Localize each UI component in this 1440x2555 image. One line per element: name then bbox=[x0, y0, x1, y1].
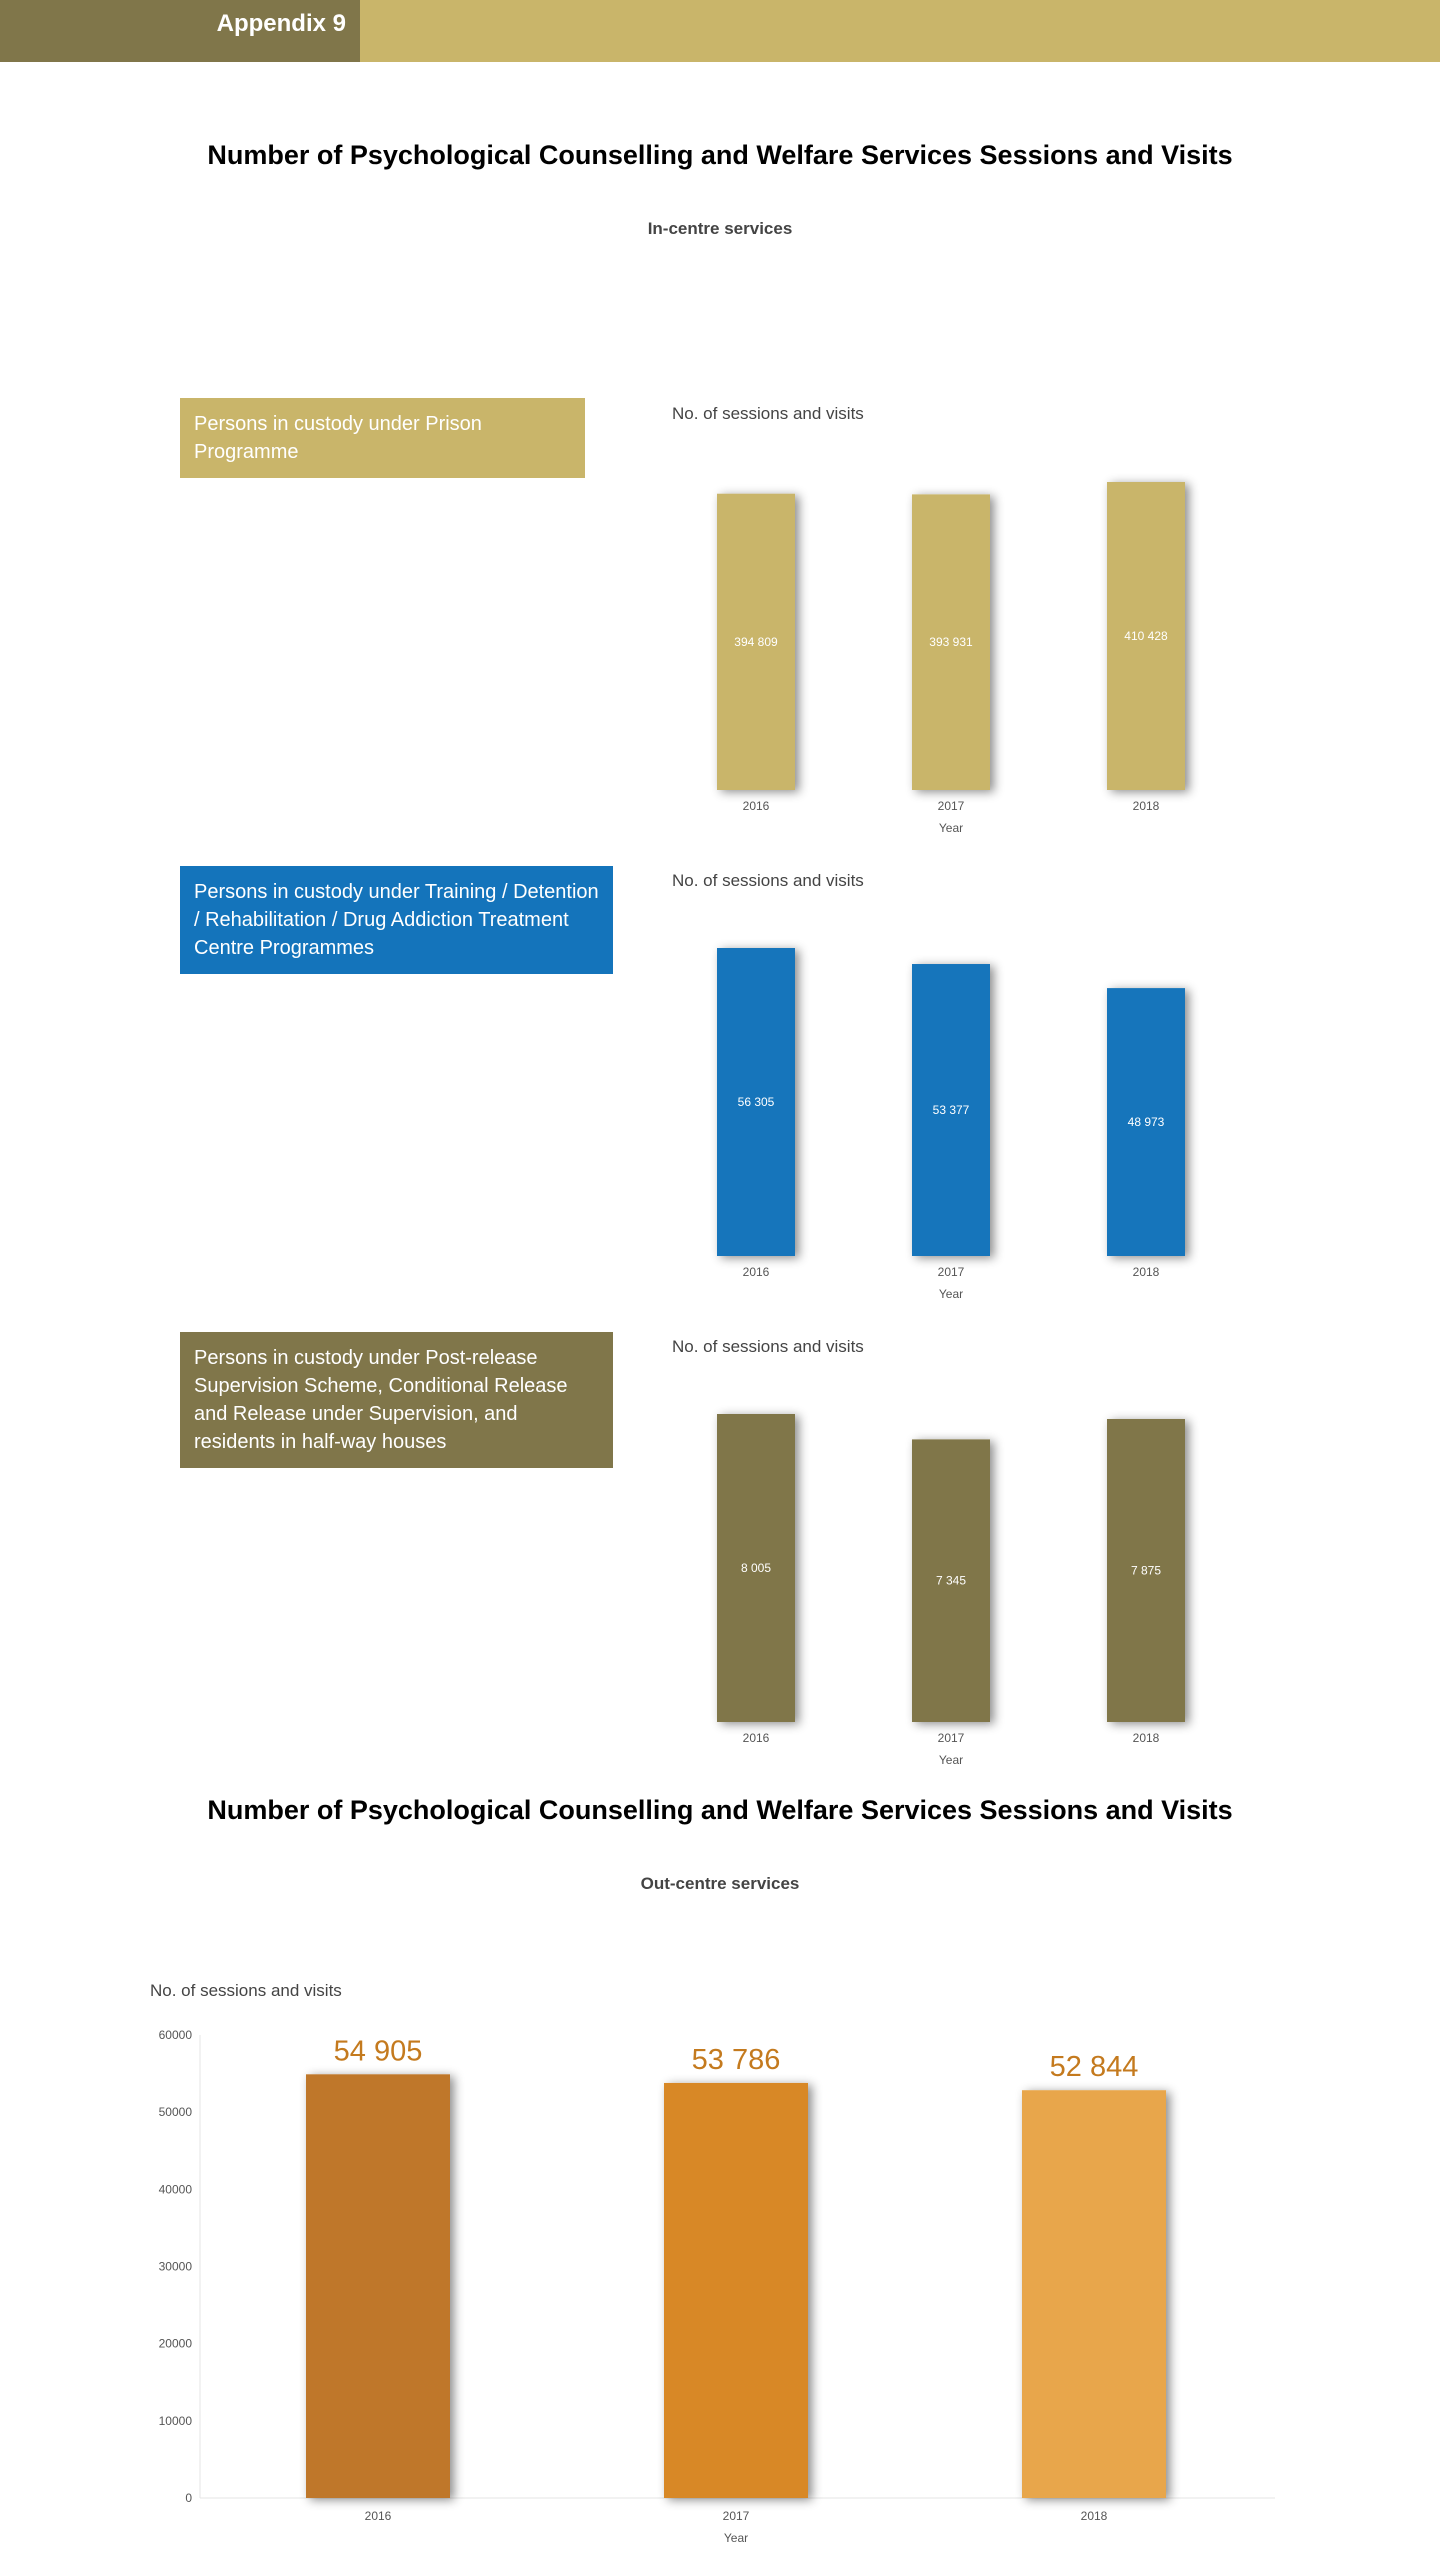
x-tick-2017: 2017 bbox=[937, 1265, 965, 1279]
appendix-tab bbox=[0, 0, 360, 62]
ylabel-training: No. of sessions and visits bbox=[672, 871, 864, 890]
x-tick-2016: 2016 bbox=[742, 1265, 770, 1279]
in-centre-title: Number of Psychological Counselling and Welfare Services Sessions and Visits bbox=[207, 140, 1233, 170]
bar-chart-out-centre bbox=[140, 2020, 1290, 2555]
data-label-2018: 7 875 bbox=[1130, 1563, 1162, 1578]
category-box-prison: Persons in custody under Prison Programme bbox=[180, 398, 585, 478]
data-label-2017: 53 786 bbox=[691, 2043, 781, 2076]
x-tick-2016: 2016 bbox=[742, 799, 770, 813]
x-axis-label: Year bbox=[938, 821, 964, 835]
category-box-training: Persons in custody under Training / Detention / Rehabilitation / Drug Addiction Treatment Centre Programmes bbox=[180, 866, 613, 974]
category-box-post-release: Persons in custody under Post-release Supervision Scheme, Conditional Release and Release under Supervision, and residents in half-way houses bbox=[180, 1332, 613, 1468]
y-tick-0: 0 bbox=[185, 2491, 192, 2505]
ylabel-out-centre: No. of sessions and visits bbox=[150, 1981, 342, 2000]
y-tick-60000: 60000 bbox=[158, 2028, 192, 2042]
data-label-2018: 410 428 bbox=[1124, 629, 1168, 643]
x-tick-2018: 2018 bbox=[1080, 2509, 1108, 2523]
data-label-2016: 56 305 bbox=[737, 1095, 775, 1109]
x-tick-2017: 2017 bbox=[722, 2509, 750, 2523]
data-label-2018: 52 844 bbox=[1049, 2051, 1139, 2084]
data-label-2017: 7 345 bbox=[935, 1573, 967, 1588]
data-label-2017: 53 377 bbox=[932, 1103, 970, 1118]
x-tick-2018: 2018 bbox=[1132, 1731, 1160, 1745]
data-label-2016: 8 005 bbox=[740, 1561, 772, 1575]
bar-2017 bbox=[664, 2083, 808, 2498]
bar-2018 bbox=[1022, 2090, 1166, 2498]
bar-chart-prison bbox=[660, 460, 1220, 850]
y-tick-20000: 20000 bbox=[158, 2336, 192, 2351]
x-tick-2016: 2016 bbox=[364, 2509, 392, 2523]
bar-chart-training bbox=[660, 926, 1220, 1316]
x-axis-label: Year bbox=[938, 1753, 964, 1767]
y-tick-30000: 30000 bbox=[158, 2259, 192, 2274]
y-tick-50000: 50000 bbox=[158, 2105, 192, 2120]
bar-chart-post-release bbox=[660, 1392, 1220, 1782]
y-tick-40000: 40000 bbox=[158, 2182, 192, 2197]
x-axis-label: Year bbox=[938, 1287, 964, 1301]
out-centre-subtitle: Out-centre services bbox=[640, 1874, 800, 1893]
x-tick-2018: 2018 bbox=[1132, 1265, 1160, 1279]
out-centre-title: Number of Psychological Counselling and Welfare Services Sessions and Visits bbox=[207, 1795, 1233, 1825]
ylabel-prison: No. of sessions and visits bbox=[672, 404, 864, 423]
ylabel-post-release: No. of sessions and visits bbox=[672, 1337, 864, 1356]
data-label-2016: 54 905 bbox=[333, 2035, 423, 2068]
appendix-label: Appendix 9 bbox=[216, 10, 346, 37]
x-tick-2017: 2017 bbox=[937, 1731, 965, 1745]
y-tick-10000: 10000 bbox=[158, 2413, 192, 2428]
data-label-2017: 393 931 bbox=[929, 635, 973, 650]
x-tick-2018: 2018 bbox=[1132, 799, 1160, 813]
x-axis-label: Year bbox=[723, 2531, 749, 2545]
x-tick-2017: 2017 bbox=[937, 799, 965, 813]
in-centre-subtitle: In-centre services bbox=[647, 219, 793, 238]
data-label-2018: 48 973 bbox=[1127, 1115, 1165, 1130]
x-tick-2016: 2016 bbox=[742, 1731, 770, 1745]
bar-2016 bbox=[306, 2074, 450, 2498]
data-label-2016: 394 809 bbox=[734, 634, 778, 649]
